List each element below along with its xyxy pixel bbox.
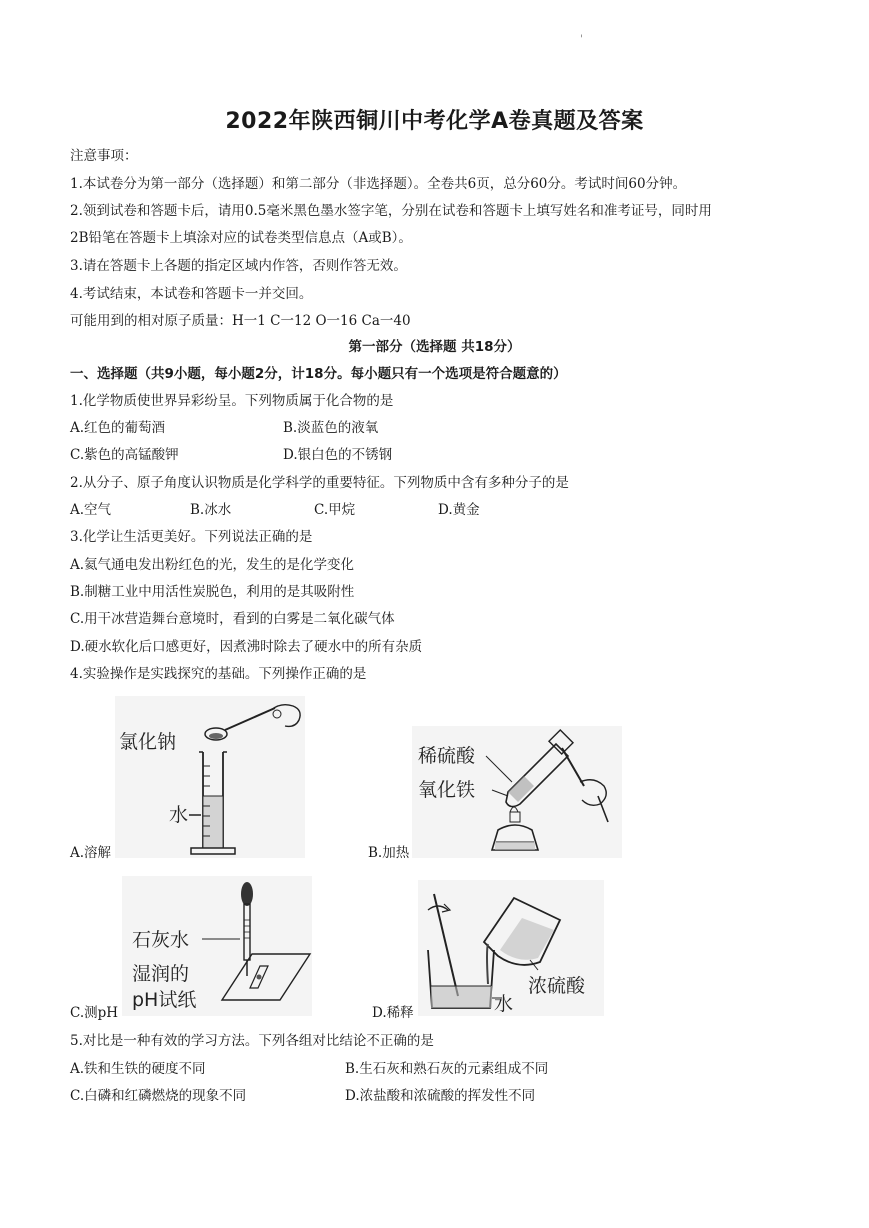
part1-heading: 第一部分（选择题 共18分） [348,339,521,355]
option-c: C.用干冰营造舞台意境时，看到的白雾是二氧化碳气体 [70,611,395,627]
notice-item: 1.本试卷分为第一部分（选择题）和第二部分（非选择题）。全卷共6页，总分60分。考试时间60分钟。 [70,176,687,192]
option-b: B.淡蓝色的液氧 [283,420,379,436]
figure-dilution [418,880,604,1016]
fig-label-sodium-chloride: 氯化钠 [119,731,177,753]
question-stem: 4.实验操作是实践探究的基础。下列操作正确的是 [70,666,367,682]
fig-label-water: 水 [169,804,189,826]
option-a: A.红色的葡萄酒 [70,420,166,436]
fig-label-water: 水 [494,993,514,1015]
option-d: D.银白色的不锈钢 [283,447,393,463]
question-stem: 5.对比是一种有效的学习方法。下列各组对比结论不正确的是 [70,1033,434,1049]
notice-item: 3.请在答题卡上各题的指定区域内作答，否则作答无效。 [70,258,407,274]
option-c: C.白磷和红磷燃烧的现象不同 [70,1088,247,1104]
question-stem: 2.从分子、原子角度认识物质是化学科学的重要特征。下列物质中含有多种分子的是 [70,475,569,491]
option-a: A.空气 [70,502,112,518]
fig-label-limewater: 石灰水 [132,929,190,951]
option-b: B.加热 [368,845,410,861]
option-c: C.测pH [70,1005,119,1021]
fig-label-dilute-sulfuric-acid: 稀硫酸 [418,745,476,767]
option-b: B.冰水 [190,502,232,518]
option-a: A.氦气通电发出粉红色的光，发生的是化学变化 [70,557,355,573]
option-c: C.紫色的高锰酸钾 [70,447,179,463]
figure-dissolve [115,696,305,858]
question-stem: 1.化学物质使世界异彩纷呈。下列物质属于化合物的是 [70,393,394,409]
page-title: 2022年陕西铜川中考化学A卷真题及答案 [225,109,644,134]
fig-label-moist: 湿润的 [132,963,190,985]
figure-heating [412,726,622,858]
fig-label-conc-sulfuric-acid: 浓硫酸 [528,975,586,997]
option-b: B.生石灰和熟石灰的元素组成不同 [345,1061,549,1077]
fig-label-ph-paper: pH试纸 [132,989,197,1011]
notice-heading: 注意事项： [70,148,138,164]
option-d: D.硬水软化后口感更好，因煮沸时除去了硬水中的所有杂质 [70,639,423,655]
atomic-masses: 可能用到的相对原子质量：H一1 C一12 O一16 Ca一40 [70,313,411,329]
notice-item: 4.考试结束，本试卷和答题卡一并交回。 [70,286,313,302]
option-c: C.甲烷 [314,502,356,518]
option-d: D.黄金 [438,502,480,518]
question-stem: 3.化学让生活更美好。下列说法正确的是 [70,529,313,545]
notice-item: 2B铅笔在答题卡上填涂对应的试卷类型信息点（A或B）。 [70,230,412,246]
header-mark: ' [580,34,583,45]
fig-label-iron-oxide: 氧化铁 [418,779,476,801]
option-d: D.稀释 [372,1005,414,1021]
option-b: B.制糖工业中用活性炭脱色，利用的是其吸附性 [70,584,355,600]
option-d: D.浓盐酸和浓硫酸的挥发性不同 [345,1088,536,1104]
figure-ph-test [122,876,312,1016]
option-a: A.溶解 [70,845,112,861]
section-heading: 一、选择题（共9小题，每小题2分，计18分。每小题只有一个选项是符合题意的） [70,366,567,382]
option-a: A.铁和生铁的硬度不同 [70,1061,206,1077]
notice-item: 2.领到试卷和答题卡后，请用0.5毫米黑色墨水签字笔，分别在试卷和答题卡上填写姓名和准考证号，同时用 [70,203,712,219]
